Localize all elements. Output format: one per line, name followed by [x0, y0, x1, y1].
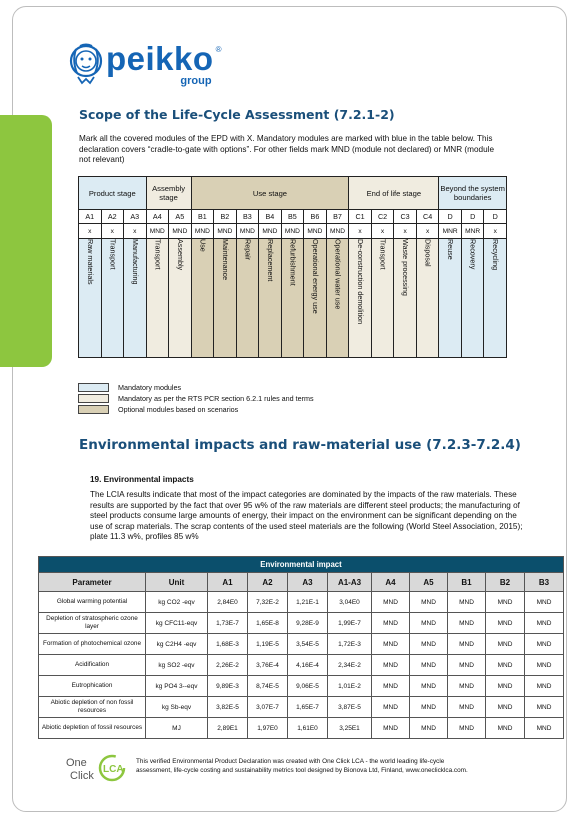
parameter-cell: Depletion of stratospheric ozone layer: [39, 613, 146, 634]
legend-item: [78, 404, 314, 415]
module-name: Raw materials: [85, 239, 95, 285]
table-row: [39, 718, 564, 739]
value-cell: 2,26E-2: [208, 655, 248, 676]
peikko-logo: [68, 40, 222, 93]
legend-label: Optional modules based on scenarios: [118, 405, 239, 414]
module-code: B5: [281, 210, 304, 224]
value-cell: MND: [410, 634, 448, 655]
parameter-cell: Acidification: [39, 655, 146, 676]
module-name: Replacement: [265, 239, 275, 282]
parameter-cell: Abiotic depletion of fossil resources: [39, 718, 146, 739]
module-name-cell: [416, 239, 439, 358]
module-code: B2: [214, 210, 237, 224]
module-value: x: [349, 224, 372, 239]
value-cell: 3,54E-5: [288, 634, 328, 655]
parameter-cell: Abiotic depletion of non fossil resources: [39, 697, 146, 718]
value-cell: MND: [372, 676, 410, 697]
scope-intro: Mark all the covered modules of the EPD with X. Mandatory modules are marked with blue in the table below. This declaration covers “cradle-to-gate with options”. For other fields mark MND (module not declared) or MNR (module not relevant): [79, 134, 494, 165]
value-cell: 9,89E-3: [208, 676, 248, 697]
module-value: MND: [281, 224, 304, 239]
module-name-cell: [191, 239, 214, 358]
value-cell: 1,65E-7: [288, 697, 328, 718]
module-name: Transport: [378, 239, 388, 270]
value-cell: MND: [525, 634, 564, 655]
value-cell: 4,16E-4: [288, 655, 328, 676]
module-value: MND: [236, 224, 259, 239]
module-code: D: [461, 210, 484, 224]
module-name-cell: [281, 239, 304, 358]
footer-line-1: This verified Environmental Product Declaration was created with One Click LCA - the world leading life-cycle: [136, 758, 445, 765]
column-header: B3: [525, 573, 564, 592]
value-cell: MND: [525, 655, 564, 676]
module-value: MND: [169, 224, 192, 239]
table-row: [39, 676, 564, 697]
brand-wordmark: peikko: [106, 40, 214, 77]
value-cell: MND: [372, 655, 410, 676]
group-beyond-system: Beyond the system boundaries: [439, 177, 507, 210]
environmental-impact-table: [38, 556, 564, 739]
unit-cell: kg Sb-eqv: [146, 697, 208, 718]
value-cell: 1,73E-7: [208, 613, 248, 634]
value-cell: MND: [410, 718, 448, 739]
legend-swatch: [78, 383, 109, 392]
module-name: Waste processing: [401, 239, 411, 296]
module-code: A2: [101, 210, 124, 224]
column-header: B1: [448, 573, 486, 592]
module-legend: [78, 382, 314, 415]
unit-cell: kg CO2 -eqv: [146, 592, 208, 613]
module-value: x: [371, 224, 394, 239]
value-cell: MND: [448, 718, 486, 739]
value-cell: 9,28E-9: [288, 613, 328, 634]
value-cell: 1,68E-3: [208, 634, 248, 655]
unit-cell: kg SO2 -eqv: [146, 655, 208, 676]
value-cell: MND: [448, 613, 486, 634]
module-name-cell: [79, 239, 102, 358]
column-header: A2: [248, 573, 288, 592]
footer-line-2: assessment, life-cycle costing and sustainability metrics tool designed by Bionova Ltd, Finland, www.oneclicklca.com.: [136, 767, 468, 774]
module-name-cell: [371, 239, 394, 358]
value-cell: 1,01E-2: [328, 676, 372, 697]
legend-swatch: [78, 394, 109, 403]
one-click-lca-logo: [64, 753, 128, 783]
value-cell: 1,61E0: [288, 718, 328, 739]
module-code: C3: [394, 210, 417, 224]
value-cell: 3,87E-5: [328, 697, 372, 718]
value-cell: MND: [525, 592, 564, 613]
logo-one-text: One: [66, 757, 87, 769]
unit-cell: kg C2H4 -eqv: [146, 634, 208, 655]
value-cell: 1,21E-1: [288, 592, 328, 613]
module-name-cell: [349, 239, 372, 358]
value-cell: 1,97E0: [248, 718, 288, 739]
module-name-cell: [484, 239, 507, 358]
module-code: A1: [79, 210, 102, 224]
value-cell: MND: [448, 634, 486, 655]
value-cell: MND: [448, 592, 486, 613]
module-name-cell: [146, 239, 169, 358]
value-cell: MND: [486, 676, 525, 697]
value-cell: 2,34E-2: [328, 655, 372, 676]
impacts-paragraph: The LCIA results indicate that most of the impact categories are dominated by the impacts of the raw materials. These results are supported by the fact that over 95 w% of the raw materials are different steel products; the manufacturing of steel products consume large amounts of energy, their impact on the environment can be significant depending on the use of scrap materials. The scrap contents of the used steel materials are the following (World Steel Association, 2015); plate 11.3 w%, profiles 85 w%: [90, 490, 523, 542]
value-cell: MND: [525, 613, 564, 634]
value-cell: MND: [525, 676, 564, 697]
brand-subtext: group: [180, 75, 212, 87]
module-value: MNR: [461, 224, 484, 239]
value-cell: MND: [486, 655, 525, 676]
value-cell: 9,06E-5: [288, 676, 328, 697]
module-name-cell: [124, 239, 147, 358]
value-cell: MND: [410, 655, 448, 676]
value-cell: MND: [372, 592, 410, 613]
legend-label: Mandatory as per the RTS PCR section 6.2.1 rules and terms: [118, 394, 314, 403]
value-cell: MND: [486, 697, 525, 718]
unit-cell: kg PO4 3--eqv: [146, 676, 208, 697]
module-name: Recovery: [468, 239, 478, 270]
legend-item: [78, 393, 314, 404]
value-cell: MND: [486, 592, 525, 613]
lion-head-icon: [68, 41, 104, 85]
module-code: A4: [146, 210, 169, 224]
module-name-cell: [169, 239, 192, 358]
value-cell: 1,72E-3: [328, 634, 372, 655]
value-cell: MND: [525, 718, 564, 739]
value-cell: MND: [410, 592, 448, 613]
value-cell: 3,76E-4: [248, 655, 288, 676]
environmental-heading: Environmental impacts and raw-material use (7.2.3-7.2.4): [79, 437, 521, 453]
value-cell: 7,32E-2: [248, 592, 288, 613]
module-name-cell: [236, 239, 259, 358]
module-code: B6: [304, 210, 327, 224]
column-header: A1-A3: [328, 573, 372, 592]
module-value: MND: [259, 224, 282, 239]
value-cell: 3,82E-5: [208, 697, 248, 718]
module-name-cell: [439, 239, 462, 358]
module-name: Reuse: [446, 239, 456, 260]
module-code: C1: [349, 210, 372, 224]
module-code: A3: [124, 210, 147, 224]
table-row: [39, 613, 564, 634]
module-name-cell: [259, 239, 282, 358]
group-use-stage: Use stage: [191, 177, 349, 210]
module-name-cell: [326, 239, 349, 358]
group-end-of-life-stage: End of life stage: [349, 177, 439, 210]
module-name-cell: [214, 239, 237, 358]
module-name-cell: [101, 239, 124, 358]
column-header: Parameter: [39, 573, 146, 592]
module-code: D: [439, 210, 462, 224]
value-cell: MND: [372, 718, 410, 739]
footer: [64, 749, 564, 787]
value-cell: MND: [486, 718, 525, 739]
logo-lca-text: LCA: [103, 764, 124, 775]
module-name: De-construction demolition: [356, 239, 366, 325]
module-code: A5: [169, 210, 192, 224]
module-value: MND: [146, 224, 169, 239]
value-cell: MND: [372, 613, 410, 634]
value-cell: 3,04E0: [328, 592, 372, 613]
module-name: Recycling: [491, 239, 501, 271]
module-value: x: [124, 224, 147, 239]
module-code: B7: [326, 210, 349, 224]
column-header: A1: [208, 573, 248, 592]
module-value: x: [394, 224, 417, 239]
value-cell: MND: [448, 655, 486, 676]
module-code: B4: [259, 210, 282, 224]
table-row: [39, 592, 564, 613]
value-cell: MND: [410, 676, 448, 697]
value-cell: MND: [448, 697, 486, 718]
value-cell: 8,74E-5: [248, 676, 288, 697]
module-name: Refurbishment: [288, 239, 298, 286]
module-name: Disposal: [423, 239, 433, 267]
module-name-cell: [394, 239, 417, 358]
module-value: x: [101, 224, 124, 239]
table-row: [39, 634, 564, 655]
module-value: MND: [304, 224, 327, 239]
legend-item: [78, 382, 314, 393]
lca-modules-table: [78, 176, 507, 358]
group-product-stage: Product stage: [79, 177, 147, 210]
module-name: Use: [198, 239, 208, 252]
module-name-cell: [304, 239, 327, 358]
value-cell: 3,07E-7: [248, 697, 288, 718]
module-name: Operational energy use: [310, 239, 320, 314]
value-cell: MND: [410, 613, 448, 634]
impacts-subheading: 19. Environmental impacts: [90, 475, 194, 484]
value-cell: 1,65E-8: [248, 613, 288, 634]
unit-cell: kg CFC11-eqv: [146, 613, 208, 634]
module-value: MND: [214, 224, 237, 239]
value-cell: 2,84E0: [208, 592, 248, 613]
value-cell: MND: [410, 697, 448, 718]
value-cell: MND: [486, 613, 525, 634]
module-name: Manufacturing: [130, 239, 140, 285]
side-accent-tab: [0, 115, 52, 367]
value-cell: MND: [372, 634, 410, 655]
parameter-cell: Global warming potential: [39, 592, 146, 613]
value-cell: 1,99E-7: [328, 613, 372, 634]
table-row: [39, 655, 564, 676]
module-code: C4: [416, 210, 439, 224]
value-cell: MND: [525, 697, 564, 718]
column-header: Unit: [146, 573, 208, 592]
module-value: x: [416, 224, 439, 239]
value-cell: MND: [486, 634, 525, 655]
parameter-cell: Eutrophication: [39, 676, 146, 697]
module-code: B1: [191, 210, 214, 224]
env-table-title: Environmental impact: [39, 557, 564, 573]
module-code: B3: [236, 210, 259, 224]
module-name: Operational water use: [333, 239, 343, 310]
module-name: Maintenance: [220, 239, 230, 281]
logo-click-text: Click: [70, 770, 94, 782]
module-value: x: [79, 224, 102, 239]
module-code: C2: [371, 210, 394, 224]
module-name: Assembly: [175, 239, 185, 271]
registered-mark: ®: [215, 45, 222, 54]
module-name: Repair: [243, 239, 253, 261]
group-assembly-stage: Assembly stage: [146, 177, 191, 210]
parameter-cell: Formation of photochemical ozone: [39, 634, 146, 655]
column-header: A5: [410, 573, 448, 592]
module-value: MND: [191, 224, 214, 239]
footer-text: [136, 757, 566, 775]
value-cell: MND: [372, 697, 410, 718]
module-value: x: [484, 224, 507, 239]
value-cell: 3,25E1: [328, 718, 372, 739]
column-header: A4: [372, 573, 410, 592]
scope-heading: Scope of the Life-Cycle Assessment (7.2.1-2): [79, 107, 395, 122]
module-name: Transport: [108, 239, 118, 270]
value-cell: 1,19E-5: [248, 634, 288, 655]
legend-swatch: [78, 405, 109, 414]
column-header: A3: [288, 573, 328, 592]
unit-cell: MJ: [146, 718, 208, 739]
module-value: MNR: [439, 224, 462, 239]
module-name: Transport: [153, 239, 163, 270]
legend-label: Mandatory modules: [118, 383, 182, 392]
table-row: [39, 697, 564, 718]
value-cell: MND: [448, 676, 486, 697]
column-header: B2: [486, 573, 525, 592]
value-cell: 2,89E1: [208, 718, 248, 739]
module-value: MND: [326, 224, 349, 239]
module-name-cell: [461, 239, 484, 358]
module-code: D: [484, 210, 507, 224]
